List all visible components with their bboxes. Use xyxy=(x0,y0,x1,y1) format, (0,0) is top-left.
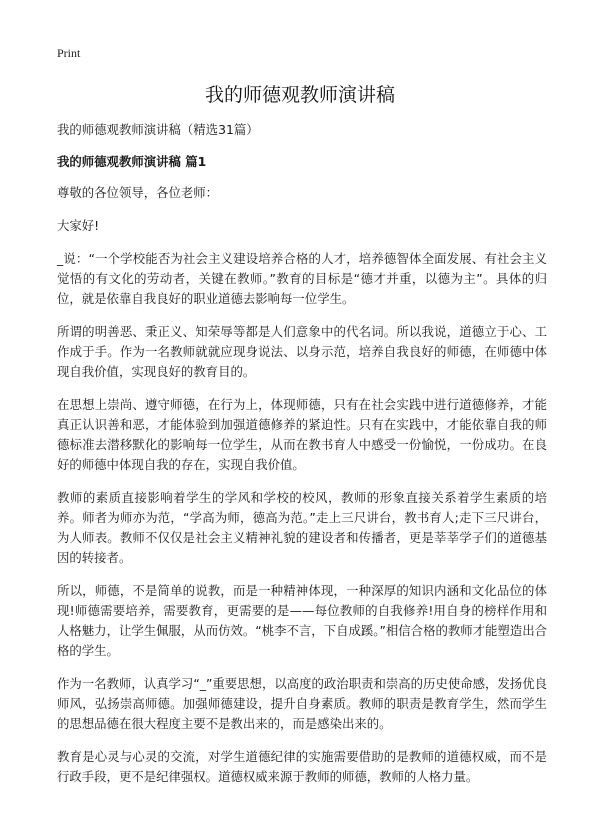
greeting-line: 尊敬的各位领导，各位老师： xyxy=(57,185,219,200)
paragraph: 所谓的明善恶、秉正义、知荣辱等都是人们意象中的代名词。所以我说，道德立于心、工作成于手。作为一名教师就就应现身说法、以身示范，培养自我良好的师德，在师德中体现自我价值，实现良好的教育目的。 xyxy=(57,324,547,379)
document-body xyxy=(57,120,547,800)
document-subtitle: 我的师德观教师演讲稿（精选31篇） xyxy=(57,122,259,137)
section-heading: 我的师德观教师演讲稿 篇1 xyxy=(57,154,207,169)
document-title: 我的师德观教师演讲稿 xyxy=(204,84,395,106)
paragraph: _说：“一个学校能否为社会主义建设培养合格的人才，培养德智体全面发展、有社会主义觉悟的有文化的劳动者，关键在教师。”教育的目标是“德才并重，以德为主”。具体的归位，就是依靠自我良好的职业道德去影响每一位学生。 xyxy=(57,251,547,306)
hello-line: 大家好! xyxy=(57,218,100,233)
paragraph: 在思想上崇尚、遵守师德，在行为上，体现师德，只有在社会实践中进行道德修养，才能真正认识善和恶，才能体验到加强道德修养的紧迫性。只有在实践中，才能依靠自我的师德标准去潜移默化的影响每一位学生，从而在教书育人中感受一份愉悦，一份成功。在良好的师德中体现自我的存在，实现自我价值。 xyxy=(57,397,547,472)
paragraph: 教师的素质直接影响着学生的学风和学校的校风，教师的形象直接关系着学生素质的培养。师者为师亦为范，“学高为师，德高为范。”走上三尺讲台，教书育人;走下三尺讲台，为人师表。教师不仅仅是社会主义精神礼貌的建设者和传播者，更是莘莘学子们的道德基因的转接者。 xyxy=(57,490,547,565)
paragraph: 所以，师德，不是简单的说教，而是一种精神体现，一种深厚的知识内涵和文化品位的体现!师德需要培养，需要教育，更需要的是——每位教师的自我修养!用自身的榜样作用和人格魅力，让学生佩服，从而仿效。“桃李不言，下自成蹊。”相信合格的教师才能塑造出合格的学生。 xyxy=(57,583,547,658)
print-link[interactable]: Print xyxy=(57,46,81,60)
paragraph: 作为一名教师，认真学习“_”重要思想，以高度的政治职责和崇高的历史使命感，发扬优良师风，弘扬崇高师德。加强师德建设，提升自身素质。教师的职责是教育学生，然而学生的思想品德在很大程度主要不是教出来的，而是感染出来的。 xyxy=(57,676,547,731)
paragraph: 教育是心灵与心灵的交流，对学生道德纪律的实施需要借助的是教师的道德权威，而不是行政手段，更不是纪律强权。道德权威来源于教师的师德，教师的人格力量。 xyxy=(57,749,547,784)
